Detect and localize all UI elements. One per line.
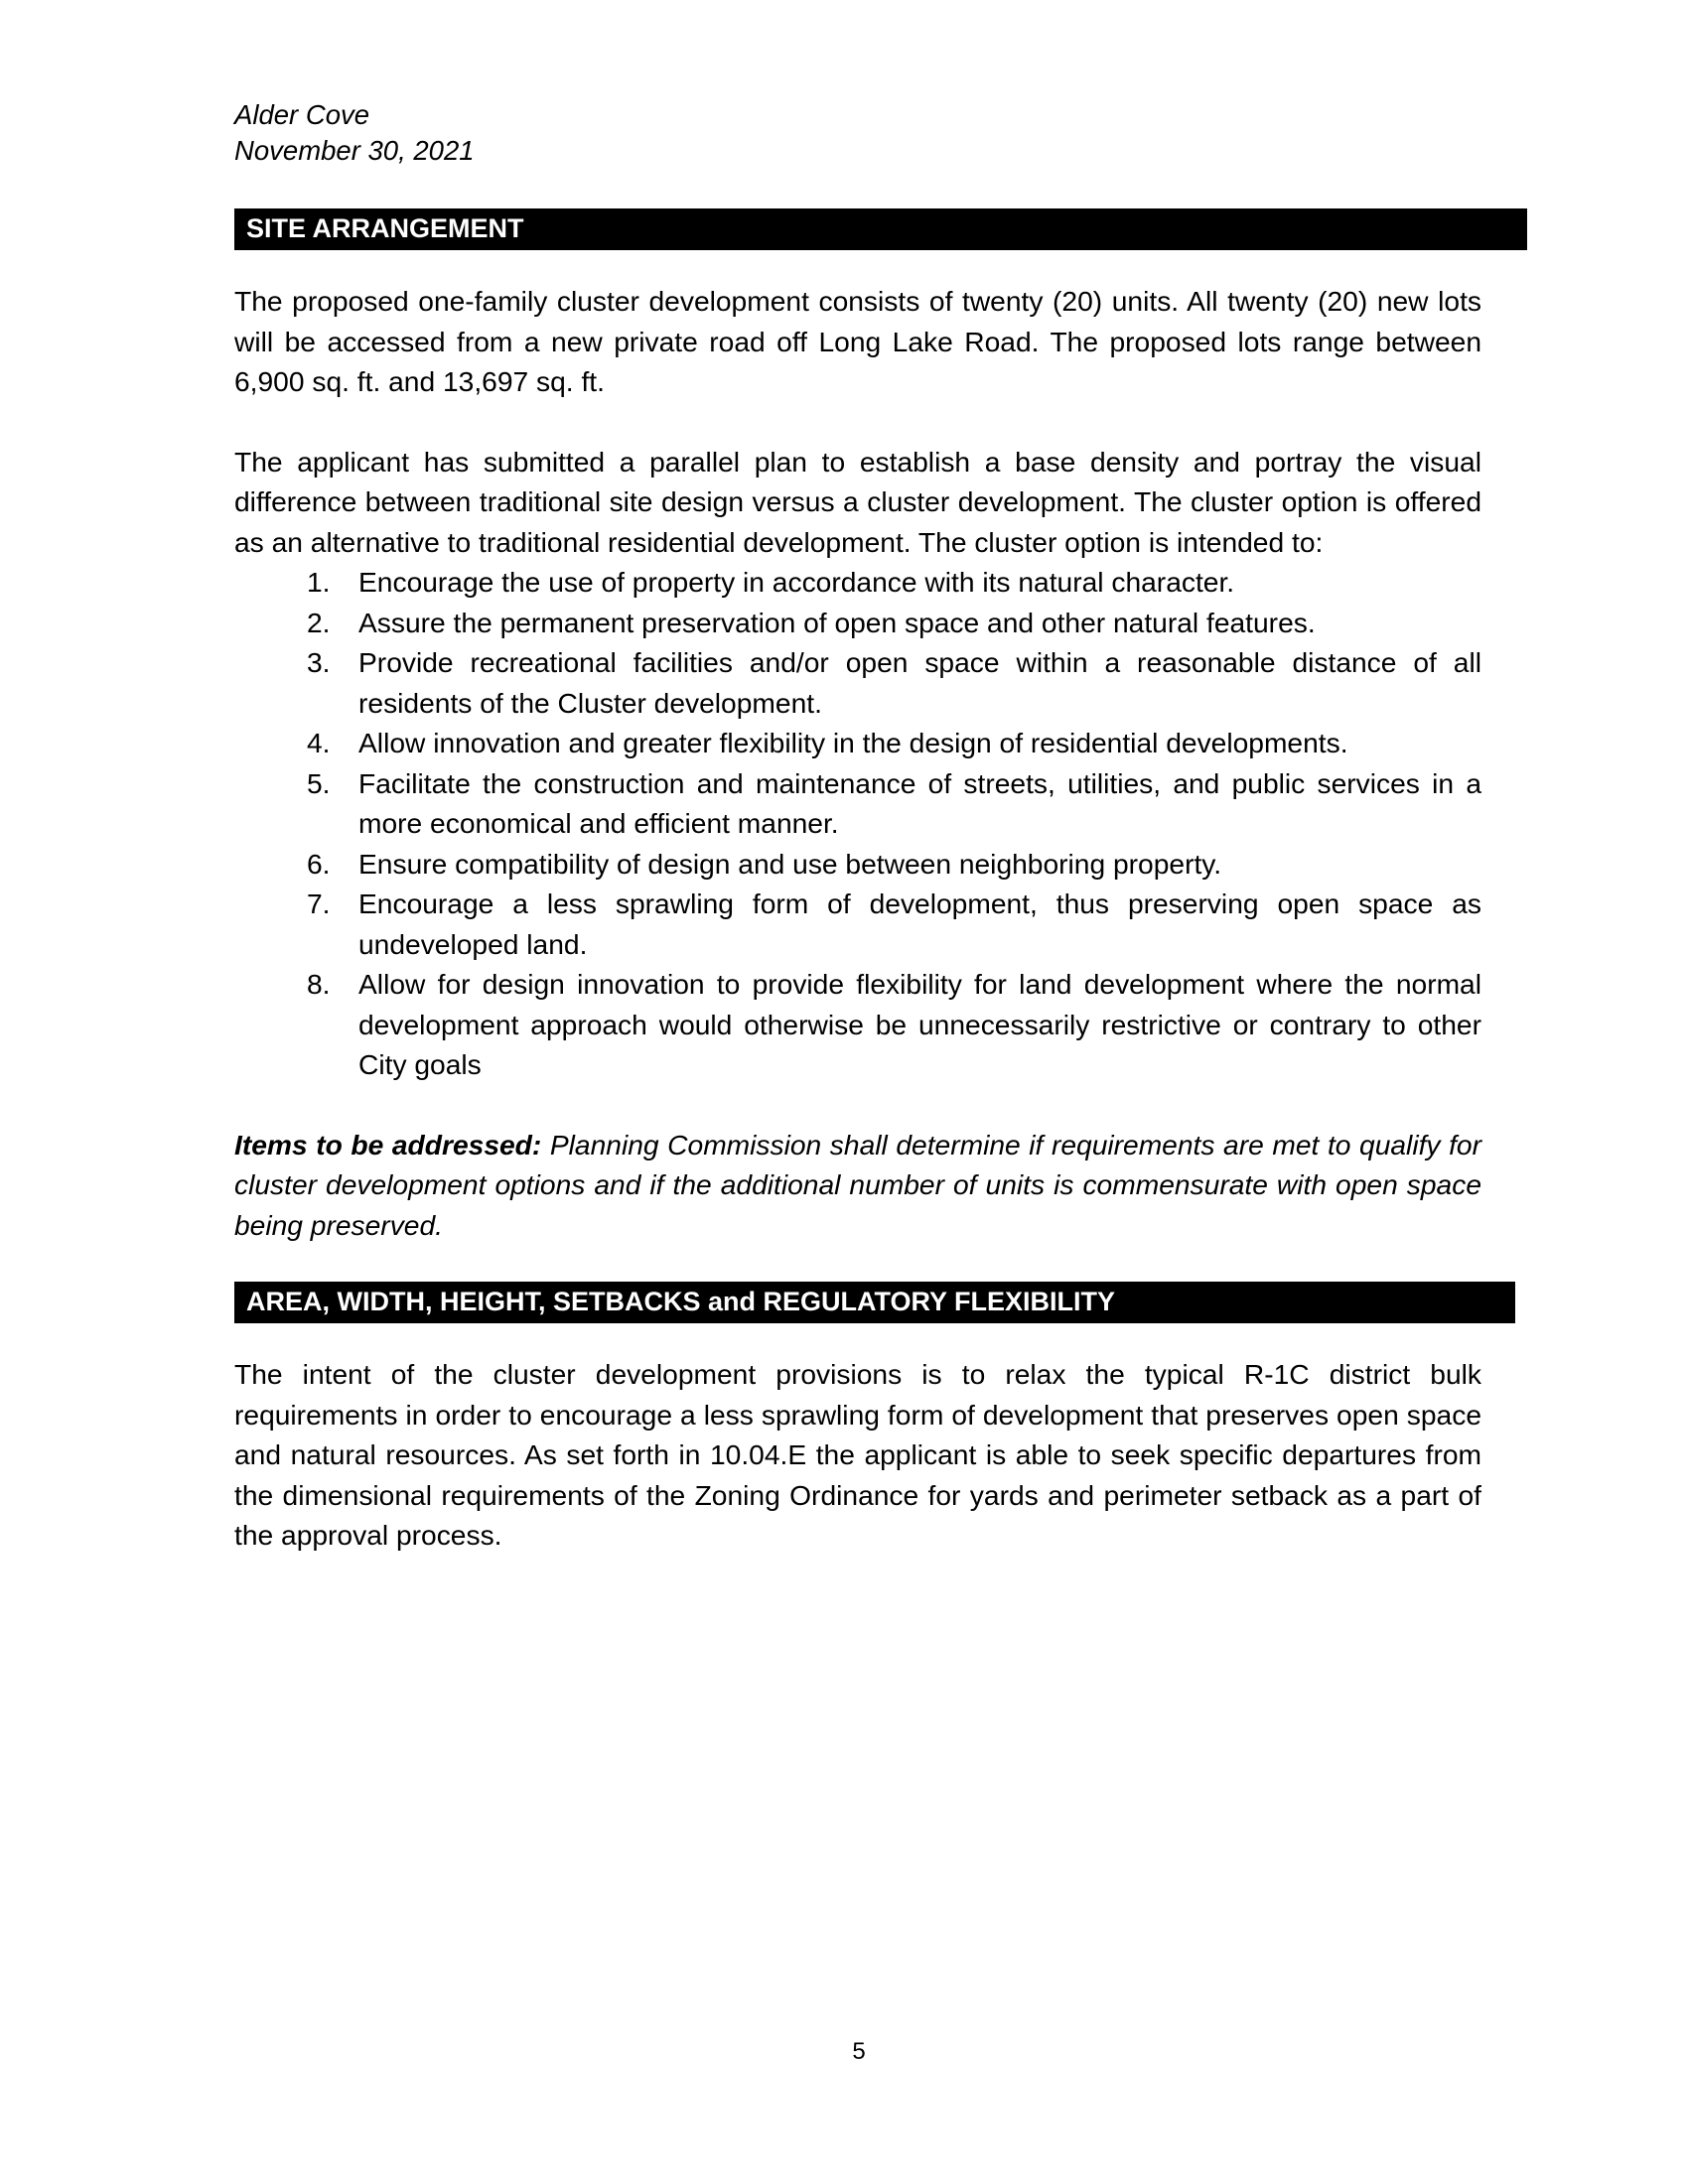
list-item	[234, 884, 1481, 964]
items-to-be-addressed-text: Planning Commission shall determine if requirements are met to qualify for cluster development options and if the additional number of units is commensurate with open space being preserved.	[234, 1128, 1481, 1241]
document-date: November 30, 2021	[234, 135, 475, 166]
list-item-number: 1.	[307, 566, 331, 598]
list-item	[234, 562, 1481, 603]
list-item-text: Provide recreational facilities and/or open space within a reasonable distance of all residents of the Cluster development.	[358, 646, 1481, 719]
regulatory-flexibility-paragraph: The intent of the cluster development provisions is to relax the typical R-1C district bulk requirements in order to encourage a less sprawling form of development that preserves open space and natural resources. As set forth in 10.04.E the applicant is able to seek specific departures from the dimensional requirements of the Zoning Ordinance for yards and perimeter setback as a part of the approval process.	[234, 1358, 1481, 1551]
list-item-text: Allow for design innovation to provide flexibility for land development where the normal development approach would otherwise be unnecessarily restrictive or contrary to other City goals	[358, 968, 1481, 1080]
list-item	[234, 603, 1481, 643]
cluster-goals-list	[234, 562, 1481, 1085]
document-page	[234, 97, 1481, 1556]
project-name: Alder Cove	[234, 99, 370, 130]
list-item	[234, 964, 1481, 1085]
site-arrangement-paragraph-1: The proposed one-family cluster development consists of twenty (20) units. All twenty (20) new lots will be accessed from a new private road off Long Lake Road. The proposed lots range between 6,900 sq. ft. and 13,697 sq. ft.	[234, 285, 1481, 397]
list-item-text: Encourage a less sprawling form of development, thus preserving open space as undeveloped land.	[358, 887, 1481, 960]
list-item-number: 5.	[307, 766, 331, 799]
list-item-number: 2.	[307, 606, 331, 638]
list-item-number: 7.	[307, 887, 331, 919]
section-heading-area-width-height: AREA, WIDTH, HEIGHT, SETBACKS and REGULATORY FLEXIBILITY	[234, 1282, 1515, 1323]
list-item	[234, 763, 1481, 844]
list-item-number: 4.	[307, 727, 331, 758]
list-item-text: Facilitate the construction and maintenance of streets, utilities, and public services in a more economical and efficient manner.	[358, 766, 1481, 839]
list-item	[234, 723, 1481, 763]
list-item-number: 3.	[307, 646, 331, 678]
list-item-text: Assure the permanent preservation of open space and other natural features.	[358, 606, 1316, 638]
list-item	[234, 642, 1481, 723]
list-item-number: 8.	[307, 968, 331, 1000]
section-heading-site-arrangement: SITE ARRANGEMENT	[234, 208, 1527, 250]
list-item-text: Encourage the use of property in accordance with its natural character.	[358, 566, 1235, 598]
list-item	[234, 844, 1481, 885]
list-item-text: Ensure compatibility of design and use between neighboring property.	[358, 847, 1222, 880]
items-to-be-addressed	[234, 1125, 1481, 1246]
list-item-number: 6.	[307, 847, 331, 880]
page-number: 5	[852, 2038, 866, 2065]
items-to-be-addressed-label: Items to be addressed:	[234, 1128, 542, 1160]
list-item-text: Allow innovation and greater flexibility in the design of residential developments.	[358, 727, 1348, 758]
site-arrangement-paragraph-2: The applicant has submitted a parallel plan to establish a base density and portray the visual difference between traditional site design versus a cluster development. The cluster option is offered as an alternative to traditional residential development. The cluster option is intended to:	[234, 445, 1481, 558]
